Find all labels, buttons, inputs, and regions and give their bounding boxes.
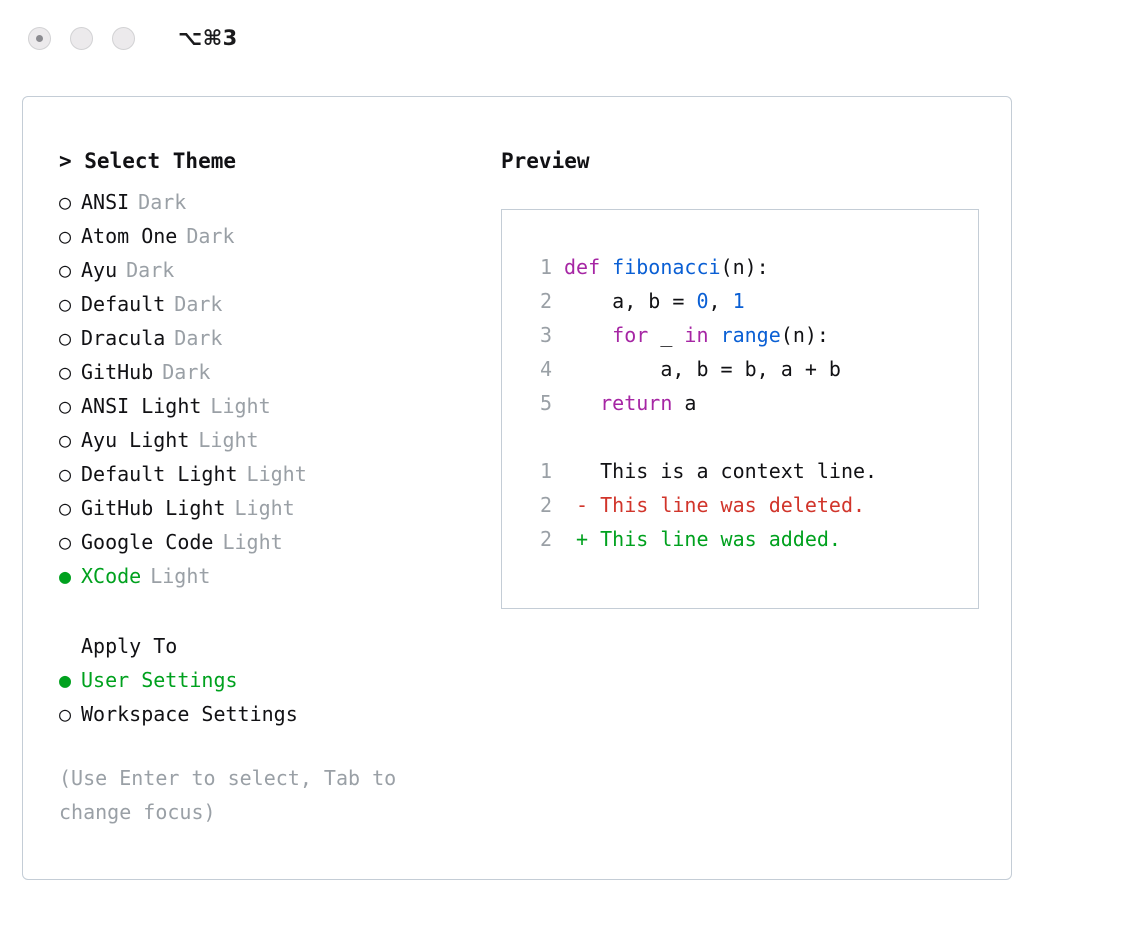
code-token: ,	[708, 289, 733, 313]
theme-option[interactable]	[59, 287, 489, 321]
theme-option-list	[59, 185, 489, 593]
diff-sample	[520, 454, 978, 556]
theme-option-label: Dracula	[81, 326, 166, 350]
radio-selected-icon: ●	[59, 668, 72, 692]
theme-option[interactable]	[59, 321, 489, 355]
line-number: 2	[539, 493, 552, 517]
code-token: range	[720, 323, 781, 347]
apply-to-option-list	[59, 663, 489, 731]
diff-line	[520, 522, 978, 556]
line-number: 2	[539, 527, 552, 551]
theme-option[interactable]	[59, 491, 489, 525]
line-number: 1	[539, 255, 552, 279]
theme-option[interactable]	[59, 389, 489, 423]
theme-option-variant: Dark	[138, 190, 187, 214]
line-number: 1	[539, 459, 552, 483]
code-token: a, b =	[564, 289, 697, 313]
theme-option-variant: Light	[234, 496, 295, 520]
preview-column	[501, 149, 981, 609]
diff-text: + This line was added.	[564, 527, 841, 551]
apply-to-heading: Apply To	[81, 634, 178, 658]
code-token: in	[684, 323, 709, 347]
theme-option-variant: Light	[210, 394, 271, 418]
theme-selection-column	[59, 149, 489, 829]
code-token	[564, 391, 600, 415]
radio-unselected-icon: ○	[59, 530, 72, 554]
theme-option-variant: Light	[150, 564, 211, 588]
theme-option-label: GitHub	[81, 360, 154, 384]
window-maximize-button[interactable]	[112, 27, 135, 50]
theme-option-variant: Light	[198, 428, 259, 452]
radio-unselected-icon: ○	[59, 702, 72, 726]
code-token: return	[600, 391, 673, 415]
column-spacer	[59, 593, 489, 629]
select-theme-heading: > Select Theme	[59, 149, 237, 173]
code-token	[709, 323, 721, 347]
line-number: 2	[539, 289, 552, 313]
diff-text: - This line was deleted.	[564, 493, 866, 517]
code-token: (n):	[720, 255, 769, 279]
theme-option[interactable]	[59, 559, 489, 593]
code-token: def	[564, 255, 613, 279]
code-line	[520, 352, 978, 386]
radio-unselected-icon: ○	[59, 394, 72, 418]
theme-option-variant: Dark	[126, 258, 175, 282]
theme-option[interactable]	[59, 355, 489, 389]
code-token: for	[612, 323, 649, 347]
theme-option-label: XCode	[81, 564, 142, 588]
theme-option-variant: Dark	[186, 224, 235, 248]
radio-unselected-icon: ○	[59, 428, 72, 452]
code-token: a, b = b, a + b	[564, 357, 841, 381]
line-number: 4	[539, 357, 552, 381]
code-token: fibonacci	[612, 255, 721, 279]
code-token	[564, 323, 612, 347]
radio-unselected-icon: ○	[59, 292, 72, 316]
code-token: (n):	[780, 323, 829, 347]
code-line	[520, 250, 978, 284]
radio-unselected-icon: ○	[59, 360, 72, 384]
radio-selected-icon: ●	[59, 564, 72, 588]
theme-option-label: Ayu Light	[81, 428, 190, 452]
theme-option-variant: Dark	[162, 360, 211, 384]
theme-option[interactable]	[59, 525, 489, 559]
theme-option-variant: Light	[222, 530, 283, 554]
apply-to-option[interactable]	[59, 663, 489, 697]
window-close-button[interactable]	[28, 27, 51, 50]
radio-unselected-icon: ○	[59, 462, 72, 486]
theme-option-label: Default	[81, 292, 166, 316]
theme-option-label: Google Code	[81, 530, 214, 554]
code-token: a	[672, 391, 697, 415]
code-token: 0	[696, 289, 709, 313]
theme-option[interactable]	[59, 423, 489, 457]
code-line	[520, 284, 978, 318]
apply-to-option-label: Workspace Settings	[81, 702, 298, 726]
theme-option-label: GitHub Light	[81, 496, 226, 520]
line-number: 3	[539, 323, 552, 347]
code-token: _	[648, 323, 685, 347]
code-token: 1	[732, 289, 745, 313]
theme-option-variant: Dark	[174, 326, 223, 350]
theme-option-variant: Light	[246, 462, 307, 486]
diff-line	[520, 488, 978, 522]
diff-text: This is a context line.	[564, 459, 878, 483]
radio-unselected-icon: ○	[59, 224, 72, 248]
apply-to-option[interactable]	[59, 697, 489, 731]
keyboard-shortcut-label: ⌥⌘3	[178, 26, 238, 50]
line-number: 5	[539, 391, 552, 415]
code-sample	[520, 250, 978, 420]
theme-option[interactable]	[59, 185, 489, 219]
code-line	[520, 386, 978, 420]
apply-to-option-label: User Settings	[81, 668, 238, 692]
theme-option[interactable]	[59, 253, 489, 287]
keyboard-hint-text: (Use Enter to select, Tab to change focus)	[59, 766, 409, 824]
radio-unselected-icon: ○	[59, 258, 72, 282]
diff-line	[520, 454, 978, 488]
theme-option-label: Atom One	[81, 224, 178, 248]
title-bar	[0, 0, 1140, 76]
theme-option-label: ANSI	[81, 190, 130, 214]
theme-option-label: ANSI Light	[81, 394, 202, 418]
theme-option[interactable]	[59, 457, 489, 491]
theme-option-label: Default Light	[81, 462, 238, 486]
theme-option-variant: Dark	[174, 292, 223, 316]
theme-option-label: Ayu	[81, 258, 118, 282]
theme-picker-panel	[22, 96, 1012, 880]
code-line	[520, 318, 978, 352]
theme-option[interactable]	[59, 219, 489, 253]
radio-unselected-icon: ○	[59, 190, 72, 214]
window-minimize-button[interactable]	[70, 27, 93, 50]
preview-box	[501, 209, 979, 609]
radio-unselected-icon: ○	[59, 496, 72, 520]
preview-heading: Preview	[501, 149, 590, 173]
code-diff-spacer	[520, 420, 978, 454]
radio-unselected-icon: ○	[59, 326, 72, 350]
